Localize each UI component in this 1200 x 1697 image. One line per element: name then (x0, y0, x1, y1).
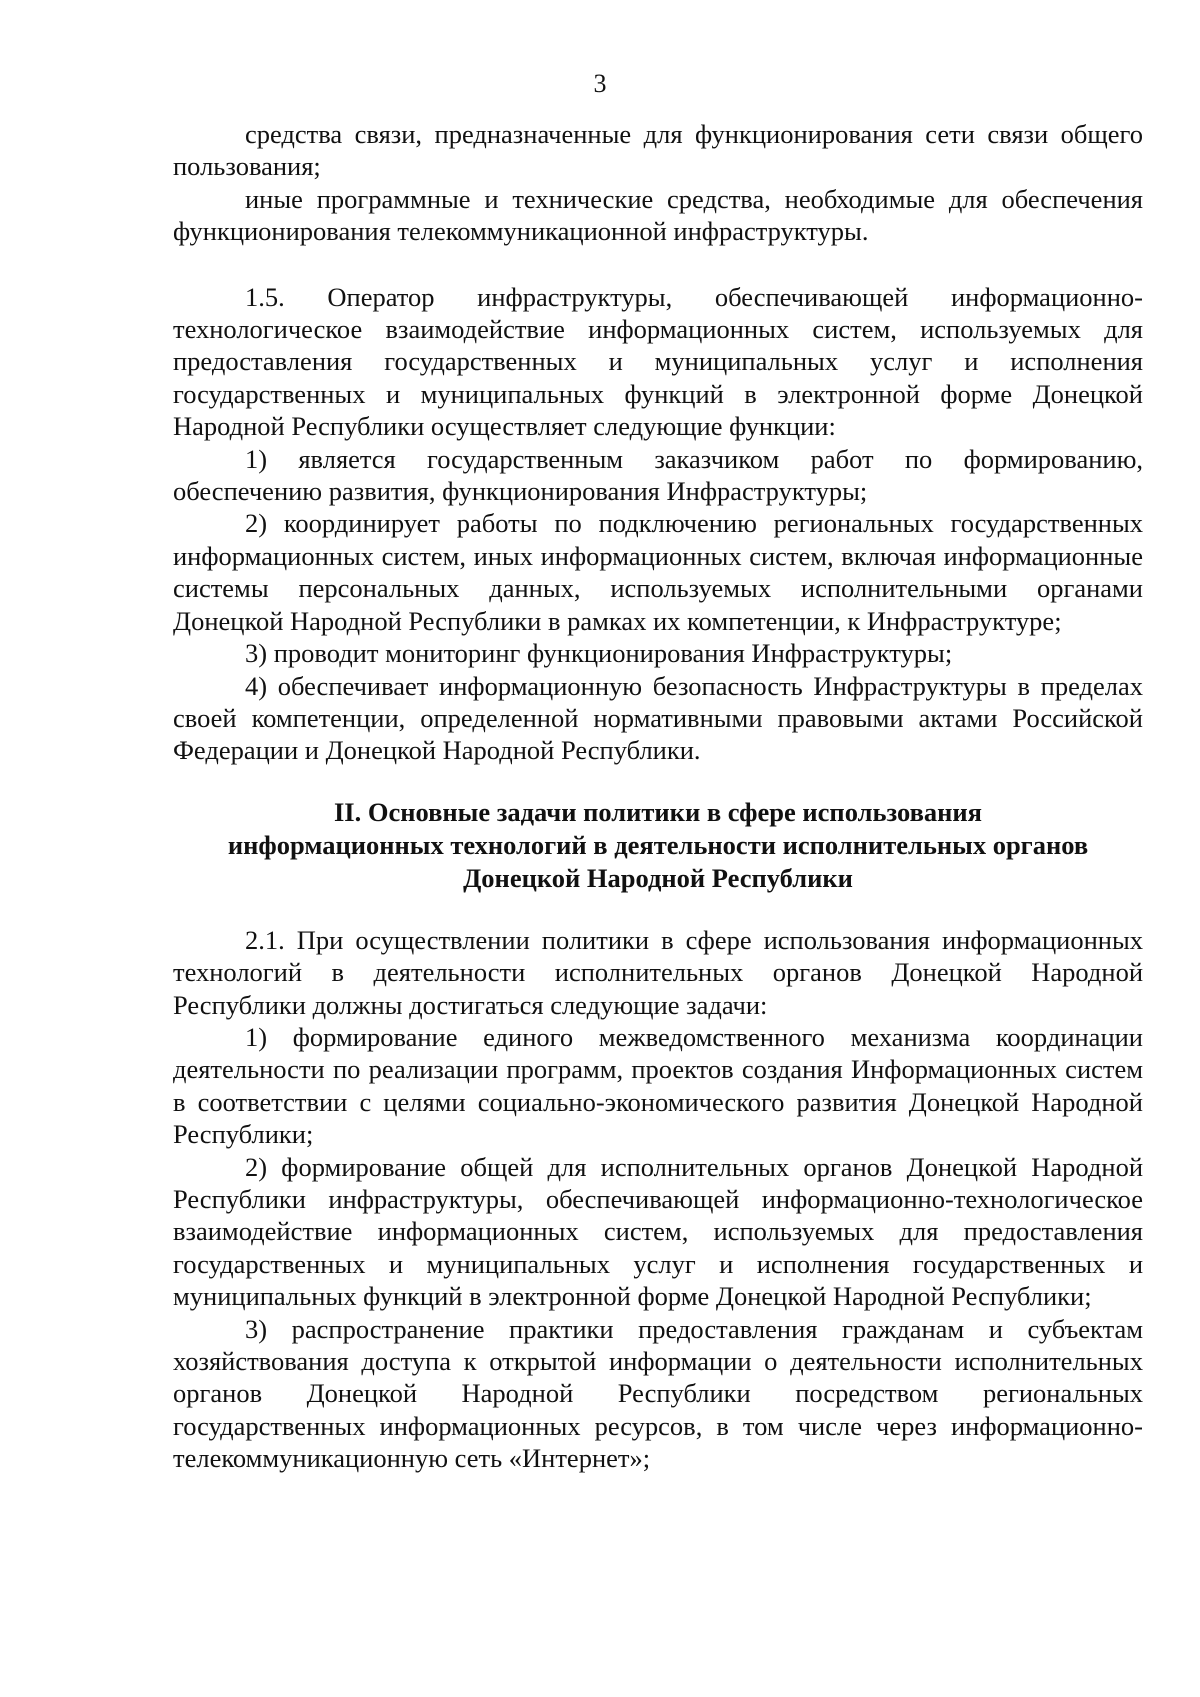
paragraph-other-means: иные программные и технические средства, необходимые для обеспечения функционирования телекоммуникационной инфраструктуры. (173, 183, 1143, 247)
list-item-1-coordination-mechanism: 1) формирование единого межведомственного механизма координации деятельности по реализации программ, проектов создания Информационных систем в соответствии с целями социально-экономического развития Донецкой Народной Республики; (173, 1021, 1143, 1150)
document-body (173, 118, 1143, 1475)
list-item-3-open-information: 3) распространение практики предоставления гражданам и субъектам хозяйствования доступа к открытой информации о деятельности исполнительных органов Донецкой Народной Республики посредством региональных государственных информационных ресурсов, в том числе через информационно-телекоммуникационную сеть «Интернет»; (173, 1313, 1143, 1474)
section-heading-ii (173, 796, 1143, 895)
heading-spacer-top (173, 767, 1143, 796)
section-heading-line-2: информационных технологий в деятельности исполнительных органов (227, 829, 1089, 860)
paragraph-spacer (173, 248, 1143, 281)
list-item-3-monitoring: 3) проводит мониторинг функционирования Инфраструктуры; (245, 638, 953, 669)
heading-spacer-bottom (173, 895, 1143, 924)
page-number: 3 (593, 69, 607, 98)
paragraph-communication-means: средства связи, предназначенные для функционирования сети связи общего пользования; (173, 119, 1143, 182)
list-item-2-coordinates: 2) координирует работы по подключению региональных государственных информационных систем, иных информационных систем, включая информационные системы персональных данных, используемых исполнительными органами Донецкой Народной Республики в рамках их компетенции, к Инфраструктуре; (173, 508, 1143, 636)
paragraph-2-1-tasks: 2.1. При осуществлении политики в сфере использования информационных технологий в деятельности исполнительных органов Донецкой Народной Республики должны достигаться следующие задачи: (173, 924, 1143, 1020)
list-item-2-common-infrastructure: 2) формирование общей для исполнительных органов Донецкой Народной Республики инфраструктуры, обеспечивающей информационно-технологическое взаимодействие информационных систем, используемых для предоставления государственных и муниципальных услуг и исполнения государственных и муниципальных функций в электронной форме Донецкой Народной Республики; (173, 1151, 1143, 1312)
section-heading-line-3: Донецкой Народной Республики (463, 862, 853, 893)
list-item-4-security: 4) обеспечивает информационную безопасность Инфраструктуры в пределах своей компетенции, определенной нормативными правовыми актами Российской Федерации и Донецкой Народной Республики. (173, 670, 1143, 766)
section-heading-line-1: II. Основные задачи политики в сфере использования (333, 796, 983, 827)
paragraph-1-5-operator: 1.5. Оператор инфраструктуры, обеспечивающей информационно-технологическое взаимодействие информационных систем, используемых для предоставления государственных и муниципальных услуг и исполнения государственных и муниципальных функций в электронной форме Донецкой Народной Республики осуществляет следующие функции: (173, 281, 1143, 442)
list-item-1-customer: 1) является государственным заказчиком работ по формированию, обеспечению развития, функционирования Инфраструктуры; (173, 443, 1143, 507)
